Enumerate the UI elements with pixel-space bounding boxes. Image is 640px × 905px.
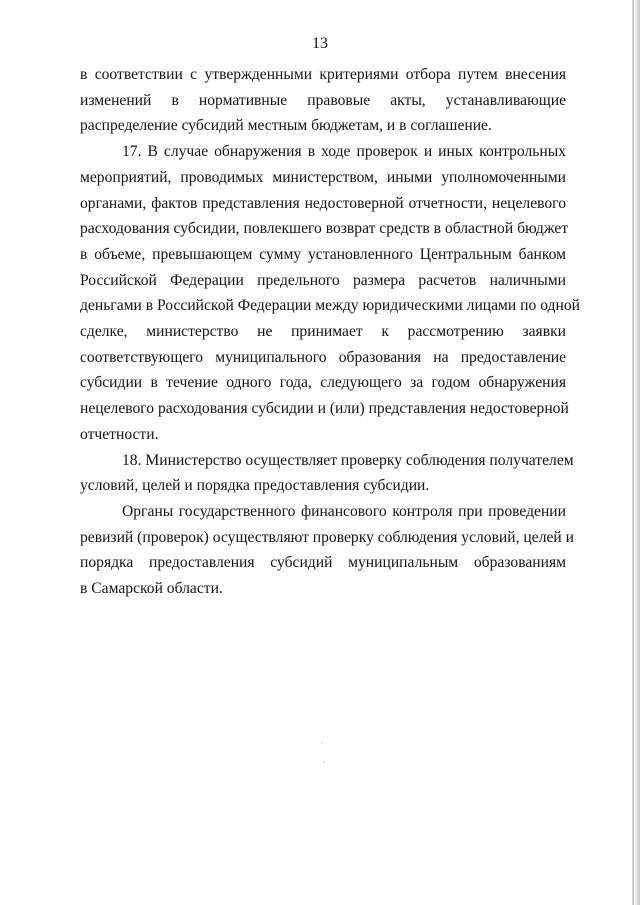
text-line: органами, фактов представления недостоверной отчетности, нецелевого <box>80 194 566 212</box>
text-line: в соответствии с утвержденными критериями отбора путем внесения <box>80 66 566 83</box>
text-line: расходования субсидии, повлекшего возврат средств в областной бюджет <box>80 220 569 238</box>
text-line: Органы государственного финансового контроля при проведении <box>122 502 566 520</box>
paragraph-18 <box>80 448 574 499</box>
scan-specks <box>322 740 324 770</box>
page-number: 13 <box>312 35 328 52</box>
text-line: в объеме, превышающем сумму установленного Центральным банком <box>80 245 566 263</box>
text-line: 17. В случае обнаружения в ходе проверок и иных контрольных <box>122 143 566 161</box>
text-line: порядка предоставления субсидий муниципальным образованиям <box>80 554 566 572</box>
text-line: деньгами в Российской Федерации между юридическими лицами по одной <box>80 297 580 315</box>
text-line: Российской Федерации предельного размера расчетов наличными <box>80 271 566 289</box>
text-line: в Самарской области. <box>80 580 223 598</box>
text-line: ревизий (проверок) осуществляют проверку соблюдения условий, целей и <box>80 528 574 546</box>
paragraph-17 <box>80 139 580 447</box>
text-line: 18. Министерство осуществляет проверку соблюдения получателем <box>122 451 574 469</box>
document-body <box>80 62 580 602</box>
text-line: условий, целей и порядка предоставления субсидии. <box>80 477 430 495</box>
text-line: изменений в нормативные правовые акты, устанавливающие <box>80 91 566 109</box>
paragraph-continuation <box>80 62 566 139</box>
scan-edge-shadow <box>634 0 640 905</box>
paragraph-financial-control <box>80 499 574 602</box>
text-line: соответствующего муниципального образования на предоставление <box>80 348 566 366</box>
text-line: отчетности. <box>80 425 159 443</box>
text-line: нецелевого расходования субсидии и (или) представления недостоверной <box>80 400 569 418</box>
text-line: субсидии в течение одного года, следующего за годом обнаружения <box>80 374 566 392</box>
text-line: распределение субсидий местным бюджетам, и в соглашение. <box>80 117 492 135</box>
text-line: мероприятий, проводимых министерством, иными уполномоченными <box>80 168 566 186</box>
text-line: сделке, министерство не принимает к рассмотрению заявки <box>80 323 566 341</box>
